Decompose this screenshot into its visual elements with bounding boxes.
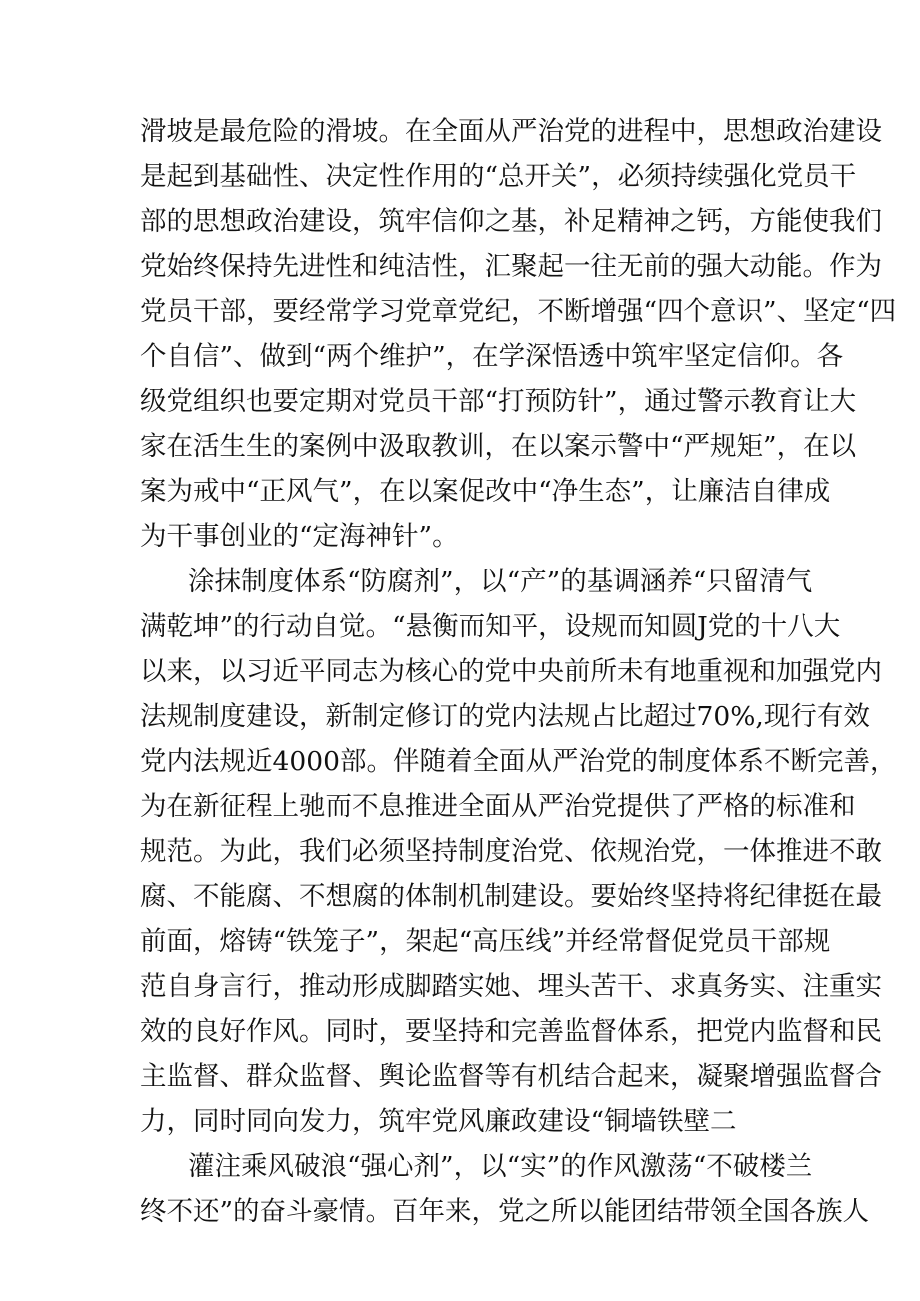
text-line: 党始终保持先进性和纯洁性，汇聚起一往无前的强大动能。作为 <box>140 251 882 282</box>
text-line: 法规制度建设，新制定修订的党内法规占比超过70%,现行有效 <box>140 701 870 732</box>
text-line: 家在活生生的案例中汲取教训，在以案示警中“严规矩”，在以 <box>140 431 857 462</box>
paragraph-start-line: 灌注乘风破浪“强心剂”，以“实”的作风激荡“不破楼兰 <box>188 1151 813 1182</box>
text-line: 范自身言行，推动形成脚踏实她、埋头苦干、求真务实、注重实 <box>140 971 882 1002</box>
text-line: 党员干部，要经常学习党章党纪，不断增强“四个意识”、坚定“四 <box>140 296 897 327</box>
text-line: 规范。为此，我们必须坚持制度治党、依规治党，一体推进不敢 <box>140 836 882 867</box>
text-line: 腐、不能腐、不想腐的体制机制建设。要始终坚持将纪律挺在最 <box>140 881 882 912</box>
paragraph-end-line: 力，同时同向发力，筑牢党风廉政建设“铜墙铁壁二 <box>140 1106 737 1137</box>
text-line: 满乾坤”的行动自觉。“悬衡而知平，设规而知圆J党的十八大 <box>140 611 841 642</box>
text-line: 级党组织也要定期对党员干部“打预防针”，通过警示教育让大 <box>140 386 857 417</box>
paragraph-end-line: 为干事创业的“定海神针”。 <box>140 521 459 552</box>
text-line: 党内法规近4000部。伴随着全面从严治党的制度体系不断完善， <box>140 746 897 777</box>
text-line: 主监督、群众监督、舆论监督等有机结合起来，凝聚增强监督合 <box>140 1061 882 1092</box>
text-line: 案为戒中“正风气”，在以案促改中“净生态”，让廉洁自律成 <box>140 476 831 507</box>
text-line: 效的良好作风。同时，要坚持和完善监督体系，把党内监督和民 <box>140 1016 882 1047</box>
text-line: 以来，以习近平同志为核心的党中央前所未有地重视和加强党内 <box>140 656 882 687</box>
text-line: 是起到基础性、决定性作用的“总开关”，必须持续强化党员干 <box>140 161 857 192</box>
text-line: 个自信”、做到“两个维护”，在学深悟透中筑牢坚定信仰。各 <box>140 341 844 372</box>
text-line: 前面，熔铸“铁笼子”，架起“高压线”并经常督促党员干部规 <box>140 926 831 957</box>
text-line: 终不还”的奋斗豪情。百年来，党之所以能团结带领全国各族人 <box>140 1196 870 1227</box>
text-line: 滑坡是最危险的滑坡。在全面从严治党的进程中，思想政治建设 <box>140 116 882 147</box>
text-line: 部的思想政治建设，筑牢信仰之基，补足精神之钙，方能使我们 <box>140 206 882 237</box>
paragraph-start-line: 涂抹制度体系“防腐剂”，以“产”的基调涵养“只留清气 <box>188 566 813 597</box>
text-line: 为在新征程上驰而不息推进全面从严治党提供了严格的标准和 <box>140 791 856 822</box>
